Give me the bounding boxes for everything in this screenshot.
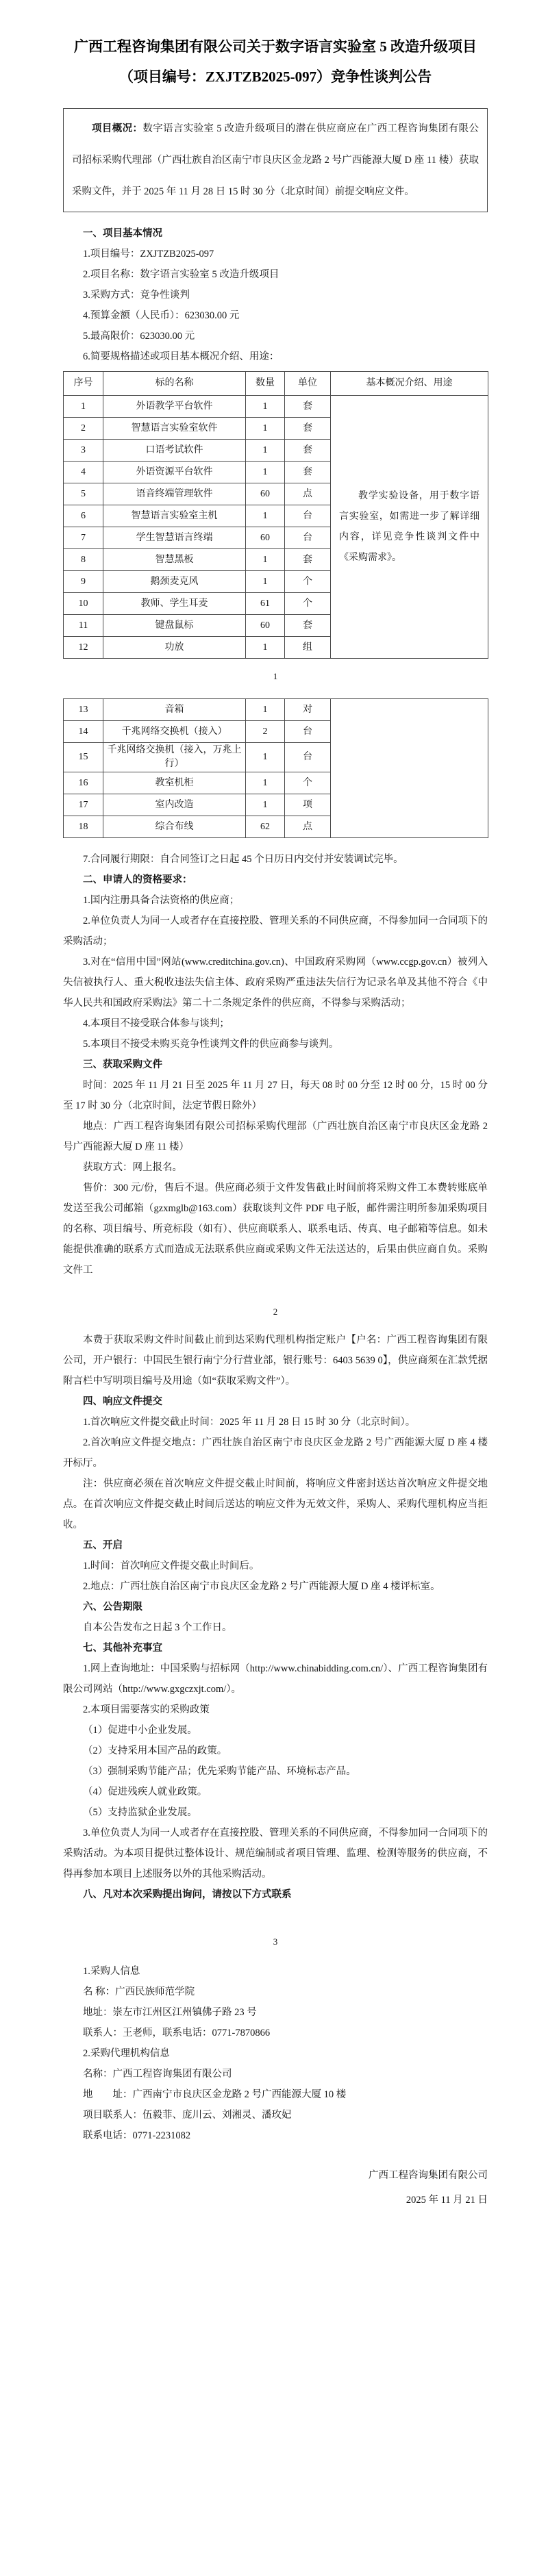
table-cell: 14 <box>64 721 103 743</box>
table-cell: 1 <box>246 571 285 593</box>
paragraph: 项目联系人：伍毅菲、庞川云、刘湘灵、潘玫妃 <box>83 2110 292 2121</box>
table-cell: 键盘鼠标 <box>103 615 246 637</box>
table-cell: 10 <box>64 593 103 615</box>
section-8-heading: 八、凡对本次采购提出询问，请按以下方式联系 <box>83 1889 292 1900</box>
column-header-index: 序号 <box>64 372 103 396</box>
page-number: 2 <box>273 1306 278 1317</box>
paragraph: 售价：300 元/份，售后不退。供应商必须于文件发售截止时间前将采购文件工本费转账底单发送至我公司邮箱（gzxmglb@163.com）获取谈判文件 PDF 电子版，邮件需注明所参加采购项目的名称、项目编号、所竞标段（如有）、供应商联系人、联系电话、传真、电子邮箱等信息。如未能提供准确的联系方式而造成无法联系供应商或采购文件无法送达的，后果由供应商自负。采购文件工 <box>63 1183 488 1276</box>
signature-date: 2025 年 11 月 21 日 <box>406 2195 488 2206</box>
table-cell: 鹅颈麦克风 <box>103 571 246 593</box>
paragraph: 2.地点：广西壮族自治区南宁市良庆区金龙路 2 号广西能源大厦 D 座 4 楼评标室。 <box>83 1581 440 1592</box>
signature-company: 广西工程咨询集团有限公司 <box>369 2170 488 2181</box>
table-cell: 1 <box>246 772 285 794</box>
signature-block <box>63 2165 488 2210</box>
section-3-heading: 三、获取采购文件 <box>83 1059 162 1070</box>
table-cell: 个 <box>285 772 331 794</box>
section-2-items <box>63 890 488 1055</box>
table-cell: 外语教学平台软件 <box>103 396 246 418</box>
project-overview-body: 数字语言实验室 5 改造升级项目的潜在供应商应在广西工程咨询集团有限公司招标采购代理部（广西壮族自治区南宁市良庆区金龙路 2 号广西能源大厦 D 座 11 楼）获取采购文件，并于 2025 年 11 月 28 日 15 时 30 分（北京时间）前提交响应文件。 <box>72 123 479 197</box>
section-1-items <box>63 244 488 367</box>
column-header-unit: 单位 <box>285 372 331 396</box>
table-cell: 1 <box>246 396 285 418</box>
section-6-heading: 六、公告期限 <box>83 1602 142 1613</box>
section-5-items <box>63 1556 488 1597</box>
paragraph: 注：供应商必须在首次响应文件提交截止时间前，将响应文件密封送达首次响应文件提交地点。在首次响应文件提交截止时间后送达的响应文件为无效文件，采购人、采购代理机构应当拒收。 <box>63 1478 488 1530</box>
table-cell: 3 <box>64 440 103 462</box>
section-3-paragraphs <box>63 1075 488 1280</box>
table-cell: 套 <box>285 615 331 637</box>
table-cell: 学生智慧语言终端 <box>103 527 246 549</box>
project-overview-box <box>63 108 488 212</box>
table-cell: 套 <box>285 462 331 483</box>
page-number: 1 <box>273 671 278 681</box>
goods-table-page2 <box>63 698 488 838</box>
table-cell: 1 <box>246 418 285 440</box>
table-cell: 9 <box>64 571 103 593</box>
table-cell: 智慧语言实验室主机 <box>103 505 246 527</box>
table-cell: 60 <box>246 527 285 549</box>
table-cell: 1 <box>246 794 285 816</box>
paragraph: 2.采购代理机构信息 <box>83 2048 170 2059</box>
table-cell: 17 <box>64 794 103 816</box>
paragraph: （1）促进中小企业发展。 <box>83 1725 197 1736</box>
table-cell: 功放 <box>103 637 246 659</box>
paragraph: 2.本项目需要落实的采购政策 <box>83 1704 210 1715</box>
paragraph: 3.采购方式：竞争性谈判 <box>83 290 190 301</box>
table-cell: 1 <box>246 549 285 571</box>
section-4-heading: 四、响应文件提交 <box>83 1396 162 1407</box>
paragraph: （4）促进残疾人就业政策。 <box>83 1786 208 1797</box>
table-cell: 教室机柜 <box>103 772 246 794</box>
paragraph: 地 址：广西南宁市良庆区金龙路 2 号广西能源大厦 10 楼 <box>83 2089 347 2100</box>
table-cell: 2 <box>246 721 285 743</box>
table-cell: 1 <box>246 462 285 483</box>
section-4-items <box>63 1412 488 1535</box>
section-6-items <box>63 1617 488 1638</box>
table-cell: 对 <box>285 699 331 721</box>
table-cell: 1 <box>246 637 285 659</box>
table-description-cell: 教学实验设备，用于数字语言实验室，如需进一步了解详细内容，详见竞争性谈判文件中《采购需求》。 <box>331 396 488 659</box>
table-cell: 组 <box>285 637 331 659</box>
paragraph: 1.时间：首次响应文件提交截止时间后。 <box>83 1561 260 1571</box>
table-cell: 个 <box>285 571 331 593</box>
table-cell: 16 <box>64 772 103 794</box>
paragraph: 5.本项目不接受未购买竞争性谈判文件的供应商参与谈判。 <box>83 1039 339 1050</box>
table-cell: 语音终端管理软件 <box>103 483 246 505</box>
section-5-heading: 五、开启 <box>83 1540 123 1551</box>
paragraph: 2.单位负责人为同一人或者存在直接控股、管理关系的不同供应商，不得参加同一合同项下的采购活动； <box>63 916 488 947</box>
paragraph: 名称：广西工程咨询集团有限公司 <box>83 2069 232 2080</box>
paragraph: 联系电话：0771-2231082 <box>83 2130 191 2141</box>
table-cell: 6 <box>64 505 103 527</box>
section-7-heading: 七、其他补充事宜 <box>83 1643 162 1654</box>
paragraph: 地址：崇左市江州区江州镇佛子路 23 号 <box>83 2007 257 2018</box>
table-cell: 2 <box>64 418 103 440</box>
column-header-item-name: 标的名称 <box>103 372 246 396</box>
table-cell: 61 <box>246 593 285 615</box>
table-cell: 台 <box>285 527 331 549</box>
table-cell: 智慧黑板 <box>103 549 246 571</box>
table-cell: 1 <box>246 440 285 462</box>
table-cell: 1 <box>246 699 285 721</box>
column-header-description: 基本概况介绍、用途 <box>331 372 488 396</box>
paragraph: 2.项目名称：数字语言实验室 5 改造升级项目 <box>83 269 279 280</box>
paragraph: 时间：2025 年 11 月 21 日至 2025 年 11 月 27 日，每天 08 时 00 分至 12 时 00 分，15 时 00 分至 17 时 30 分（北京时间，法定节假日除外） <box>63 1080 488 1111</box>
table-cell: 外语资源平台软件 <box>103 462 246 483</box>
paragraph: （2）支持采用本国产品的政策。 <box>83 1745 227 1756</box>
table-cell: 套 <box>285 549 331 571</box>
table-cell: 室内改造 <box>103 794 246 816</box>
table-cell: 项 <box>285 794 331 816</box>
table-cell: 口语考试软件 <box>103 440 246 462</box>
table-cell: 教师、学生耳麦 <box>103 593 246 615</box>
goods-table-header-row <box>64 372 488 396</box>
paragraph: 2.首次响应文件提交地点：广西壮族自治区南宁市良庆区金龙路 2 号广西能源大厦 D 座 4 楼开标厅。 <box>63 1437 488 1469</box>
table-cell: 1 <box>246 505 285 527</box>
table-cell: 4 <box>64 462 103 483</box>
paragraph: 1.首次响应文件提交截止时间：2025 年 11 月 28 日 15 时 30 分（北京时间）。 <box>83 1417 416 1428</box>
paragraph: 4.本项目不接受联合体参与谈判； <box>83 1018 229 1029</box>
table-cell: 60 <box>246 615 285 637</box>
table-row <box>64 699 488 721</box>
payment-continuation-paragraph: 本费于获取采购文件时间截止前到达采购代理机构指定账户【户名：广西工程咨询集团有限公司，开户银行：中国民生银行南宁分行营业部，银行账号：6403 5639 0】，供应商须在汇款凭据附言栏中写明项目编号及用途（如“获取采购文件”）。 <box>63 1335 488 1387</box>
section-1-heading: 一、项目基本情况 <box>83 228 162 239</box>
paragraph: 6.简要规格描述或项目基本概况介绍、用途： <box>83 351 279 362</box>
table-cell: 7 <box>64 527 103 549</box>
table-cell: 60 <box>246 483 285 505</box>
paragraph: 3.对在“信用中国”网站(www.creditchina.gov.cn)、中国政府采购网（www.ccgp.gov.cn）被列入失信被执行人、重大税收违法失信主体、政府采购严重违法失信行为记录名单及其他不符合《中华人民共和国政府采购法》第二十二条规定条件的供应商，不得参与采购活动； <box>63 957 488 1009</box>
document-title-line1: 广西工程咨询集团有限公司关于数字语言实验室 5 改造升级项目 <box>74 38 477 55</box>
paragraph: 5.最高限价：623030.00 元 <box>83 331 195 342</box>
table-cell: 套 <box>285 418 331 440</box>
project-overview-text <box>72 113 479 207</box>
paragraph: 1.国内注册具备合法资格的供应商； <box>83 895 240 906</box>
paragraph: 获取方式：网上报名。 <box>83 1162 182 1173</box>
table-cell: 62 <box>246 816 285 838</box>
table-cell: 8 <box>64 549 103 571</box>
table-cell: 5 <box>64 483 103 505</box>
paragraph: 1.采购人信息 <box>83 1966 140 1977</box>
table-cell: 13 <box>64 699 103 721</box>
table-cell: 综合布线 <box>103 816 246 838</box>
column-header-quantity: 数量 <box>246 372 285 396</box>
table-cell: 个 <box>285 593 331 615</box>
paragraph: 联系人：王老师，联系电话：0771-7870866 <box>83 2028 271 2038</box>
paragraph: 名 称：广西民族师范学院 <box>83 1986 195 1997</box>
table-cell: 千兆网络交换机（接入，万兆上行） <box>103 743 246 772</box>
table-cell: 点 <box>285 483 331 505</box>
table-cell: 点 <box>285 816 331 838</box>
paragraph: 4.预算金额（人民币）：623030.00 元 <box>83 310 240 321</box>
table-row <box>64 396 488 418</box>
section-8-items <box>63 1961 488 2146</box>
paragraph: （3）强制采购节能产品；优先采购节能产品、环境标志产品。 <box>83 1766 356 1777</box>
table-cell: 1 <box>64 396 103 418</box>
table-cell: 台 <box>285 721 331 743</box>
goods-table-page1 <box>63 371 488 659</box>
table-description-cell <box>331 699 488 838</box>
document-title <box>63 31 488 92</box>
project-overview-label: 项目概况： <box>92 123 143 134</box>
table-cell: 音箱 <box>103 699 246 721</box>
table-cell: 套 <box>285 440 331 462</box>
contract-period-item: 7.合同履行期限：自合同签订之日起 45 个日历日内交付并安装调试完毕。 <box>83 854 403 865</box>
paragraph: 1.网上查询地址：中国采购与招标网（http://www.chinabidding.com.cn/）、广西工程咨询集团有限公司网站（http://www.gxgczxjt.com/）。 <box>63 1663 488 1695</box>
paragraph: 1.项目编号：ZXJTZB2025-097 <box>83 249 214 260</box>
paragraph: 3.单位负责人为同一人或者存在直接控股、管理关系的不同供应商，不得参加同一合同项下的采购活动。为本项目提供过整体设计、规范编制或者项目管理、监理、检测等服务的供应商，不得再参加本项目上述服务以外的其他采购活动。 <box>63 1828 488 1880</box>
table-cell: 台 <box>285 743 331 772</box>
paragraph: （5）支持监狱企业发展。 <box>83 1807 197 1818</box>
table-cell: 1 <box>246 743 285 772</box>
table-cell: 18 <box>64 816 103 838</box>
table-cell: 12 <box>64 637 103 659</box>
paragraph: 地点：广西工程咨询集团有限公司招标采购代理部（广西壮族自治区南宁市良庆区金龙路 2 号广西能源大厦 D 座 11 楼） <box>63 1121 488 1152</box>
table-cell: 台 <box>285 505 331 527</box>
table-cell: 千兆网络交换机（接入） <box>103 721 246 743</box>
table-cell: 套 <box>285 396 331 418</box>
table-cell: 11 <box>64 615 103 637</box>
paragraph: 自本公告发布之日起 3 个工作日。 <box>83 1622 232 1633</box>
table-cell: 15 <box>64 743 103 772</box>
page-number: 3 <box>273 1936 278 1947</box>
section-2-heading: 二、申请人的资格要求： <box>83 874 192 885</box>
table-cell: 智慧语言实验室软件 <box>103 418 246 440</box>
section-7-items <box>63 1658 488 1884</box>
document-title-line2: （项目编号：ZXJTZB2025-097）竞争性谈判公告 <box>119 68 432 85</box>
